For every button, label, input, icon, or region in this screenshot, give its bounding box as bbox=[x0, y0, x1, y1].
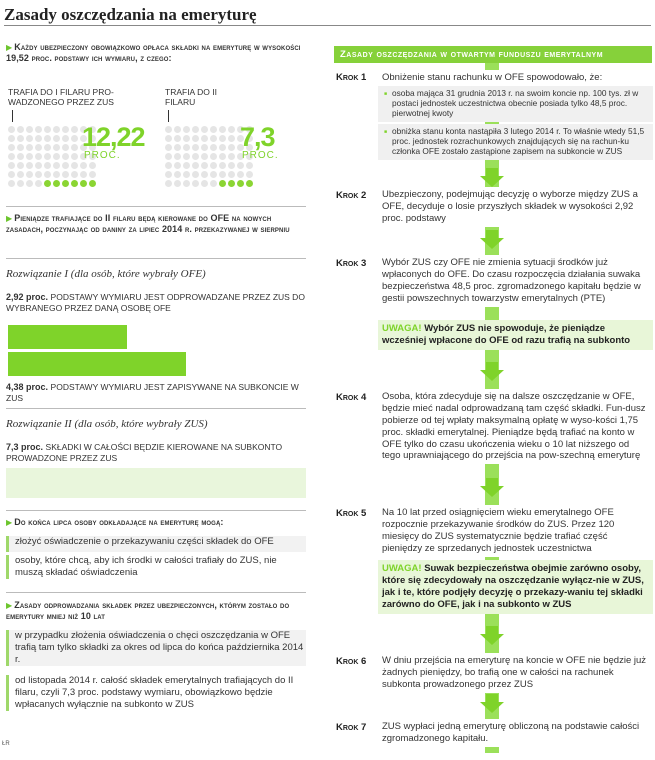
arrow-down-icon bbox=[486, 626, 498, 634]
dot bbox=[26, 162, 33, 169]
dot bbox=[228, 135, 235, 142]
dot bbox=[53, 153, 60, 160]
dot bbox=[35, 126, 42, 133]
dot bbox=[17, 153, 24, 160]
dot bbox=[237, 171, 244, 178]
dot bbox=[183, 126, 190, 133]
dot bbox=[192, 162, 199, 169]
arrow-down-icon bbox=[486, 362, 498, 370]
pillar1-value: 12,22 bbox=[82, 122, 145, 152]
dot bbox=[71, 171, 78, 178]
dot bbox=[219, 171, 226, 178]
dot bbox=[192, 180, 199, 187]
krok-7-label: Krok 7 bbox=[336, 722, 367, 733]
solution1-a-bar bbox=[8, 325, 127, 349]
arrow-down-icon bbox=[486, 478, 498, 486]
krok-6-text: W dniu przejścia na emeryturę na koncie w OFE nie będzie już żadnych pieniędzy, bo trafią one w całości na rachunek subkonta prowadzonego przez ZUS bbox=[378, 653, 653, 693]
dot bbox=[210, 162, 217, 169]
list-item: od listopada 2014 r. całość składek emerytalnych trafiających do II filaru, czyli 7,3 proc. podstawy wymiaru, obowiązkowo będzie wpłacanych wyłącznie na subkonto w ZUS bbox=[6, 675, 306, 711]
dot bbox=[210, 153, 217, 160]
dot bbox=[228, 126, 235, 133]
pillar2-value: 7,3 bbox=[240, 122, 275, 152]
dot bbox=[165, 144, 172, 151]
dot bbox=[192, 171, 199, 178]
dot bbox=[62, 144, 69, 151]
arrow-right-icon: ▶ bbox=[6, 214, 13, 223]
transfer-title: ▶ Zasady odprowadzania składek przez ubezpieczonych, którym zostało do emerytury mniej niż 10 lat bbox=[6, 600, 290, 622]
arrow-right-icon: ▶ bbox=[6, 518, 13, 527]
pillar2-unit: PROC. bbox=[242, 150, 279, 161]
dot bbox=[237, 162, 244, 169]
right-panel-header: Zasady oszczędzania w otwartym funduszu emerytalnym bbox=[334, 46, 652, 63]
divider bbox=[6, 592, 306, 593]
until-july-title: ▶ Do końca lipca osoby odkładające na emeryturę mogą: bbox=[6, 517, 224, 527]
dot bbox=[44, 153, 51, 160]
dot bbox=[8, 153, 15, 160]
pointer-line bbox=[168, 110, 169, 122]
arrow-down-icon bbox=[486, 168, 498, 176]
dot bbox=[62, 180, 69, 187]
dot bbox=[44, 135, 51, 142]
dot bbox=[174, 135, 181, 142]
list-item: w przypadku złożenia oświadczenia o chęci oszczędzania w OFE trafią tam tylko składki za okres od lipca do końca października 2014 r. bbox=[6, 630, 306, 666]
dot bbox=[62, 126, 69, 133]
dot bbox=[219, 126, 226, 133]
dot bbox=[89, 171, 96, 178]
dot bbox=[35, 144, 42, 151]
arrow-down-icon bbox=[480, 634, 504, 645]
dot bbox=[165, 162, 172, 169]
dot bbox=[183, 162, 190, 169]
solution1-title: Rozwiązanie I (dla osób, które wybrały OFE) bbox=[6, 268, 206, 280]
dot bbox=[35, 180, 42, 187]
krok-7-text: ZUS wypłaci jedną emeryturę obliczoną na podstawie całości zgromadzonego kapitału. bbox=[378, 719, 653, 747]
dot bbox=[201, 180, 208, 187]
dot bbox=[26, 171, 33, 178]
dot bbox=[53, 144, 60, 151]
dot bbox=[174, 126, 181, 133]
dot bbox=[201, 126, 208, 133]
krok-5-warning: UWAGA! Suwak bezpieczeństwa obejmie zarówno osoby, które się zdecydowały na oszczędzanie wyłącz-nie w ZUS, jak i te, które podjęły decyzję o przekazy-waniu tej składki zarówno do OFE, jak i na subkonto w ZUS bbox=[378, 560, 653, 614]
dot bbox=[165, 135, 172, 142]
krok-2-text: Ubezpieczony, podejmując decyzję o wyborze między ZUS a OFE, decyduje o losie przyszłych składek w wysokości 2,92 proc. podstawy bbox=[378, 187, 653, 227]
dot bbox=[35, 135, 42, 142]
krok-3-label: Krok 3 bbox=[336, 258, 367, 269]
divider bbox=[6, 206, 306, 207]
arrow-down-icon bbox=[480, 238, 504, 249]
divider bbox=[4, 25, 651, 26]
dot bbox=[26, 126, 33, 133]
solution2-text: 7,3 proc. SKŁADKI W CAŁOŚCI BĘDZIE KIEROWANE NA SUBKONTO PROWADZONE PRZEZ ZUS bbox=[6, 442, 283, 464]
dot bbox=[192, 153, 199, 160]
dot bbox=[71, 153, 78, 160]
dot bbox=[44, 180, 51, 187]
dot bbox=[210, 180, 217, 187]
dot bbox=[237, 180, 244, 187]
solution1-b: 4,38 proc. PODSTAWY WYMIARU JEST ZAPISYWANE NA SUBKONCIE W ZUS bbox=[6, 382, 299, 404]
dot bbox=[80, 180, 87, 187]
krok-1-note: ■ obniżka stanu konta nastąpiła 3 lutego 2014 r. To właśnie wtedy 51,5 proc. jednostek rozrachunkowych znajdujących się na rachun-ku członka OFE zostało zastąpione zapisem na subkoncie w ZUS bbox=[378, 124, 653, 160]
divider bbox=[6, 510, 306, 511]
dot bbox=[219, 144, 226, 151]
pointer-line bbox=[12, 110, 13, 122]
dot bbox=[174, 144, 181, 151]
dot bbox=[219, 135, 226, 142]
solution2-title: Rozwiązanie II (dla osób, które wybrały ZUS) bbox=[6, 418, 208, 430]
intro-text: ▶ Każdy ubezpieczony obowiązkowo opłaca składki na emeryturę w wysokości 19,52 proc. podstawy ich wymiaru, z czego: bbox=[6, 42, 301, 64]
dot bbox=[201, 171, 208, 178]
dot bbox=[35, 162, 42, 169]
dot bbox=[53, 171, 60, 178]
dot bbox=[8, 144, 15, 151]
dot bbox=[71, 135, 78, 142]
krok-4-text: Osoba, która zdecyduje się na dalsze oszczędzanie w OFE, będzie mieć nadal odprowadzaną tam część składki. Fun-dusz pobierze od tej wpłaty maksymalną opłatę w wyso-kości 1,75 proc. składki emerytalnej. Pieniądze będą trafiać na konto w OFE tylko do czasu ukończenia wieku o 10 lat niższego od tego uprawniającego do przejścia na pow-szechną emeryturę bbox=[378, 389, 653, 464]
dot bbox=[210, 135, 217, 142]
dot bbox=[8, 126, 15, 133]
dot bbox=[26, 153, 33, 160]
dot bbox=[228, 162, 235, 169]
krok-4-label: Krok 4 bbox=[336, 392, 367, 403]
dot bbox=[35, 153, 42, 160]
dot bbox=[26, 180, 33, 187]
dot bbox=[183, 153, 190, 160]
dot bbox=[44, 162, 51, 169]
dot bbox=[17, 171, 24, 178]
arrow-down-icon bbox=[480, 370, 504, 381]
dot bbox=[192, 126, 199, 133]
dot bbox=[62, 135, 69, 142]
dot bbox=[71, 126, 78, 133]
solution2-bar bbox=[6, 468, 306, 498]
dot bbox=[44, 144, 51, 151]
krok-1-note: ■ osoba mająca 31 grudnia 2013 r. na swoim koncie np. 100 tys. zł w postaci jednostek uczestnictwa obecnie posiada tylko 48,5 proc. pierwotnej kwoty bbox=[378, 86, 653, 122]
list-item: osoby, które chcą, aby ich środki w całości trafiały do ZUS, nie muszą składać oświadczenia bbox=[6, 555, 306, 579]
dot bbox=[219, 162, 226, 169]
dot bbox=[17, 162, 24, 169]
solution1-a: 2,92 proc. PODSTAWY WYMIARU JEST ODPROWADZANE PRZEZ ZUS DO WYBRANEGO PRZEZ DANĄ OSOBĘ OFE bbox=[6, 292, 305, 314]
page-title: Zasady oszczędzania na emeryturę bbox=[4, 5, 257, 24]
dot bbox=[44, 126, 51, 133]
dot bbox=[174, 153, 181, 160]
dot bbox=[26, 135, 33, 142]
dot bbox=[228, 180, 235, 187]
dot bbox=[8, 171, 15, 178]
dot bbox=[53, 162, 60, 169]
dot bbox=[183, 135, 190, 142]
dot bbox=[246, 180, 253, 187]
dot bbox=[183, 180, 190, 187]
dot bbox=[228, 144, 235, 151]
list-item: złożyć oświadczenie o przekazywaniu części składek do OFE bbox=[6, 536, 306, 552]
dot bbox=[165, 171, 172, 178]
krok-1-label: Krok 1 bbox=[336, 72, 367, 83]
dot bbox=[183, 144, 190, 151]
dot bbox=[228, 171, 235, 178]
dot bbox=[80, 162, 87, 169]
dot bbox=[71, 144, 78, 151]
dot bbox=[210, 171, 217, 178]
credit: ŁR bbox=[2, 741, 10, 747]
dot bbox=[219, 153, 226, 160]
dot bbox=[183, 171, 190, 178]
divider bbox=[6, 408, 306, 409]
dot bbox=[201, 153, 208, 160]
dot bbox=[89, 162, 96, 169]
pillar2-label: TRAFIA DO II FILARU bbox=[165, 87, 217, 107]
dot bbox=[26, 144, 33, 151]
dot bbox=[210, 126, 217, 133]
dot bbox=[89, 180, 96, 187]
dot bbox=[165, 180, 172, 187]
krok-3-text: Wybór ZUS czy OFE nie zmienia sytuacji środków już wpłaconych do OFE. Do czasu rozpoczęcia działania suwaka bezpieczeństwa 48,5 proc. zgromadzonego kapitału będzie w gestii powszechnych towarzystw emerytalnych (PTE) bbox=[378, 255, 653, 307]
dot bbox=[201, 162, 208, 169]
dot bbox=[165, 126, 172, 133]
dot bbox=[8, 180, 15, 187]
krok-5-text: Na 10 lat przed osiągnięciem wieku emerytalnego OFE rozpocznie przekazywanie środków do ZUS. Przez 120 miesięcy do ZUS systematycznie będzie trafiać część pieniędzy ze sprzedanych jednostek uczestnictwa bbox=[378, 505, 653, 557]
dot bbox=[174, 162, 181, 169]
dot bbox=[62, 162, 69, 169]
dot bbox=[44, 171, 51, 178]
dot bbox=[17, 135, 24, 142]
solution1-b-bar bbox=[8, 352, 186, 376]
dot bbox=[246, 162, 253, 169]
dot bbox=[17, 180, 24, 187]
dot bbox=[53, 180, 60, 187]
dot bbox=[165, 153, 172, 160]
dot bbox=[201, 135, 208, 142]
krok-6-label: Krok 6 bbox=[336, 656, 367, 667]
krok-2-label: Krok 2 bbox=[336, 190, 367, 201]
pillar1-label: TRAFIA DO I FILARU PRO-WADZONEGO PRZEZ ZUS bbox=[8, 87, 114, 107]
dot bbox=[246, 171, 253, 178]
krok-3-warning: UWAGA! Wybór ZUS nie spowoduje, że pieniądze wcześniej wpłacone do OFE od razu trafią na subkonto bbox=[378, 320, 653, 350]
dot bbox=[53, 126, 60, 133]
krok-1-text: Obniżenie stanu rachunku w OFE spowodowało, że: bbox=[378, 70, 653, 86]
arrow-right-icon: ▶ bbox=[6, 43, 13, 52]
dot bbox=[62, 171, 69, 178]
dot bbox=[80, 171, 87, 178]
arrow-down-icon bbox=[486, 230, 498, 238]
ofe-note: ▶ Pieniądze trafiające do II filaru będą kierowane do OFE na nowych zasadach, poczynając od daniny za lipiec 2014 r. przekazywanej w sierpniu bbox=[6, 213, 290, 235]
dot bbox=[53, 135, 60, 142]
pillar1-unit: PROC. bbox=[84, 150, 121, 161]
dot bbox=[174, 180, 181, 187]
dot bbox=[201, 144, 208, 151]
dot bbox=[228, 153, 235, 160]
dot bbox=[192, 144, 199, 151]
arrow-down-icon bbox=[480, 176, 504, 187]
dot bbox=[17, 126, 24, 133]
dot bbox=[71, 162, 78, 169]
arrow-down-icon bbox=[480, 486, 504, 497]
dot bbox=[35, 171, 42, 178]
dot bbox=[17, 144, 24, 151]
dot bbox=[192, 135, 199, 142]
divider bbox=[6, 258, 306, 259]
dot bbox=[174, 171, 181, 178]
arrow-right-icon: ▶ bbox=[6, 601, 13, 610]
dot bbox=[8, 135, 15, 142]
dot bbox=[219, 180, 226, 187]
dot bbox=[8, 162, 15, 169]
arrow-down-icon bbox=[486, 694, 498, 702]
dot bbox=[62, 153, 69, 160]
dot bbox=[71, 180, 78, 187]
arrow-down-icon bbox=[480, 702, 504, 713]
dot bbox=[210, 144, 217, 151]
krok-5-label: Krok 5 bbox=[336, 508, 367, 519]
